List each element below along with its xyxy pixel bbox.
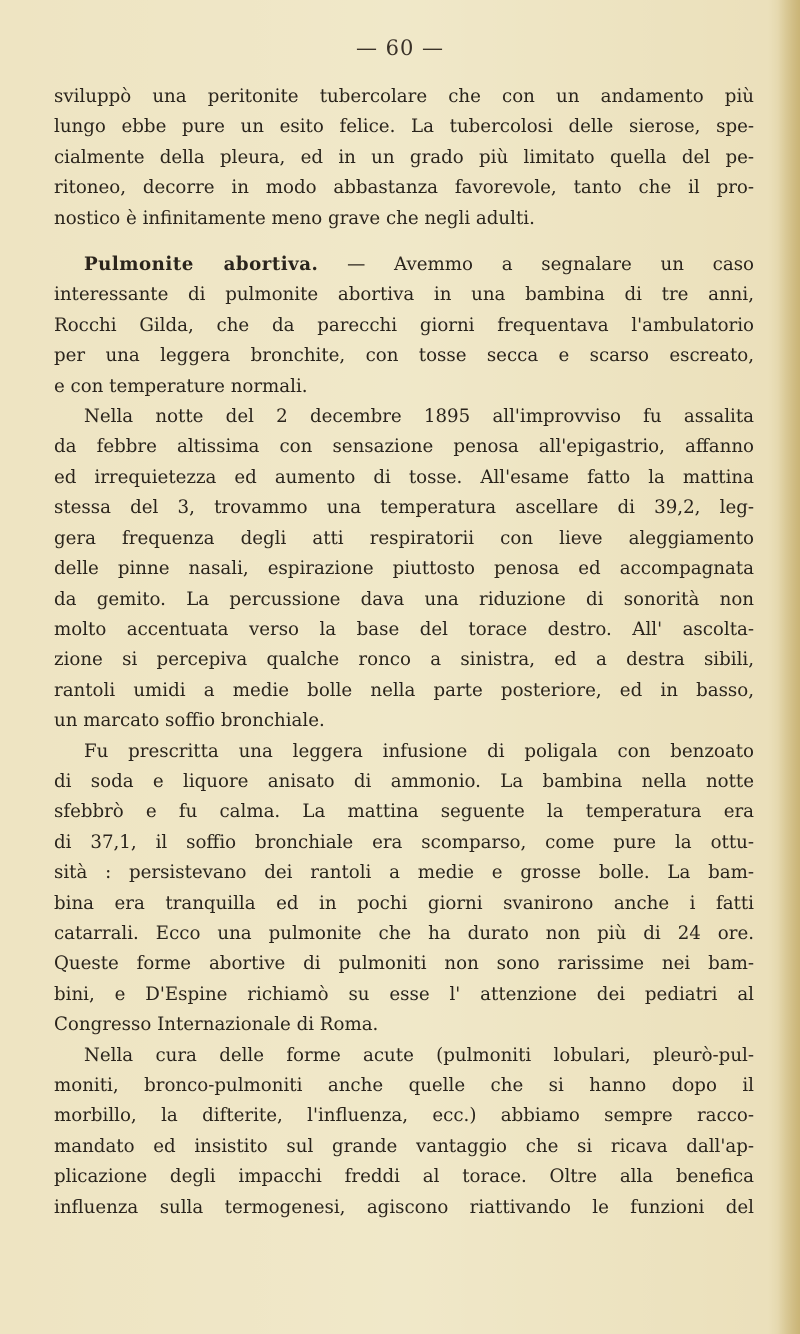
paragraph-3 xyxy=(54,402,754,736)
text-line: ed irrequietezza ed aumento di tosse. All'esame fatto la mattina xyxy=(54,466,754,488)
text-line: zione si percepiva qualche ronco a sinistra, ed a destra sibili, xyxy=(54,649,754,671)
text-line: interessante di pulmonite abortiva in una bambina di tre anni, xyxy=(54,284,754,306)
text-line: lungo ebbe pure un esito felice. La tubercolosi delle sierose, spe- xyxy=(54,116,754,138)
text-line: delle pinne nasali, espirazione piuttosto penosa ed accompagnata xyxy=(54,558,754,580)
paragraph-2 xyxy=(54,250,754,402)
text-line: un marcato soffio bronchiale. xyxy=(54,710,325,732)
paragraph-5 xyxy=(54,1041,754,1223)
text-line: Nella notte del 2 decembre 1895 all'improvviso fu assalita xyxy=(84,406,754,428)
text-line: Rocchi Gilda, che da parecchi giorni frequentava l'ambulatorio xyxy=(54,314,754,336)
text-line: mandato ed insistito sul grande vantaggio che si ricava dall'ap- xyxy=(54,1135,754,1157)
text-line: bini, e D'Espine richiamò su esse l' attenzione dei pediatri al xyxy=(54,983,754,1005)
text-line xyxy=(54,250,754,280)
text-line: bina era tranquilla ed in pochi giorni svanirono anche i fatti xyxy=(54,892,754,914)
text-line: rantoli umidi a medie bolle nella parte posteriore, ed in basso, xyxy=(54,679,754,701)
body-text xyxy=(54,82,754,1223)
page-number: — 60 — xyxy=(355,36,445,60)
text-line: stessa del 3, trovammo una temperatura ascellare di 39,2, leg- xyxy=(54,497,754,519)
section-heading: Pulmonite abortiva. xyxy=(84,254,319,276)
text-line: nostico è infinitamente meno grave che negli adulti. xyxy=(54,207,535,229)
text-line: sviluppò una peritonite tubercolare che con un andamento più xyxy=(54,86,754,107)
page-edge-shadow xyxy=(778,0,800,1334)
text-line: sfebbrò e fu calma. La mattina seguente la temperatura era xyxy=(54,801,754,823)
text-line: ritoneo, decorre in modo abbastanza favorevole, tanto che il pro- xyxy=(54,177,754,199)
paragraph-4 xyxy=(54,737,754,1041)
text-line: influenza sulla termogenesi, agiscono riattivando le funzioni del xyxy=(54,1196,754,1218)
text-line: da febbre altissima con sensazione penosa all'epigastrio, affanno xyxy=(54,436,754,458)
text-line: moniti, bronco-pulmoniti anche quelle che si hanno dopo il xyxy=(54,1075,754,1096)
text-line: gera frequenza degli atti respiratorii con lieve aleggiamento xyxy=(54,527,754,549)
text-line: catarrali. Ecco una pulmonite che ha durato non più di 24 ore. xyxy=(54,922,754,944)
text-line: Nella cura delle forme acute (pulmoniti lobulari, pleurò-pul- xyxy=(84,1044,754,1066)
text-line: per una leggera bronchite, con tosse secca e scarso escreato, xyxy=(54,345,754,367)
text-line: e con temperature normali. xyxy=(54,375,308,397)
text-line: cialmente della pleura, ed in un grado più limitato quella del pe- xyxy=(54,146,754,168)
text-line: Fu prescritta una leggera infusione di poligala con benzoato xyxy=(84,740,754,762)
text-line: Congresso Internazionale di Roma. xyxy=(54,1014,379,1036)
text-line: morbillo, la difterite, l'influenza, ecc.) abbiamo sempre racco- xyxy=(54,1105,754,1127)
text-line: di 37,1, il soffio bronchiale era scomparso, come pure la ottu- xyxy=(54,831,754,853)
heading-line-rest: — Avemmo a segnalare un caso xyxy=(318,254,754,276)
paragraph-1 xyxy=(54,82,754,234)
text-line: da gemito. La percussione dava una riduzione di sonorità non xyxy=(54,588,754,610)
text-line: molto accentuata verso la base del torace destro. All' ascolta- xyxy=(54,618,754,640)
text-line: plicazione degli impacchi freddi al torace. Oltre alla benefica xyxy=(54,1166,754,1188)
text-line: di soda e liquore anisato di ammonio. La bambina nella notte xyxy=(54,770,754,792)
text-line: sità : persistevano dei rantoli a medie e grosse bolle. La bam- xyxy=(54,862,754,884)
text-line: Queste forme abortive di pulmoniti non sono rarissime nei bam- xyxy=(54,953,754,975)
